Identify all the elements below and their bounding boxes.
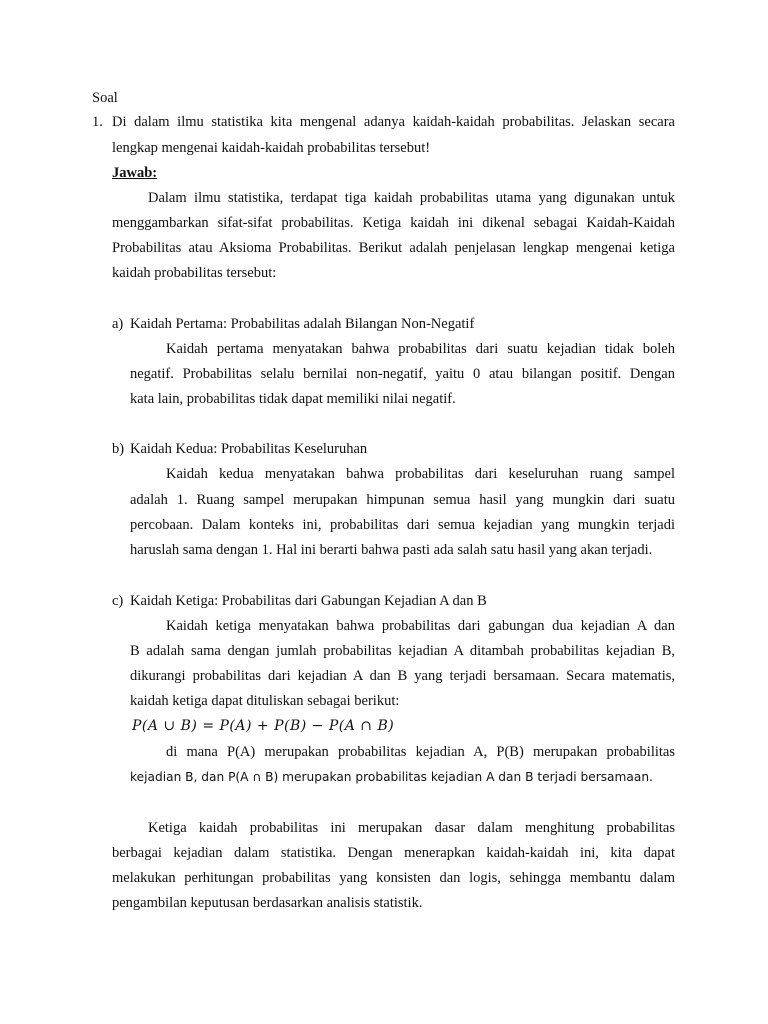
rule-c-line: Kaidah ketiga menyatakan bahwa probabilitas dari gabungan dua kejadian A dan: [166, 618, 675, 634]
rule-c-line: kaidah ketiga dapat dituliskan sebagai berikut:: [130, 693, 400, 709]
intro-line: kaidah probabilitas tersebut:: [112, 265, 277, 281]
rule-a-line: kata lain, probabilitas tidak dapat memiliki nilai negatif.: [130, 391, 456, 407]
intro-line: menggambarkan sifat-sifat probabilitas. Ketiga kaidah ini dikenal sebagai Kaidah-Kaidah: [112, 215, 675, 231]
rule-c-title: Kaidah Ketiga: Probabilitas dari Gabungan Kejadian A dan B: [130, 593, 487, 609]
intro-line: Probabilitas atau Aksioma Probabilitas. Berikut adalah penjelasan lengkap mengenai ketiga: [112, 240, 675, 256]
heading: Soal: [92, 90, 118, 106]
question-number: 1.: [92, 114, 103, 130]
rule-a-line: Kaidah pertama menyatakan bahwa probabilitas dari suatu kejadian tidak boleh: [166, 341, 675, 357]
rule-b-line: percobaan. Dalam konteks ini, probabilitas dari semua kejadian yang mungkin terjadi: [130, 517, 675, 533]
rule-a-title: Kaidah Pertama: Probabilitas adalah Bilangan Non-Negatif: [130, 316, 475, 332]
rule-b-line: Kaidah kedua menyatakan bahwa probabilitas dari keseluruhan ruang sampel: [166, 466, 675, 482]
rule-c-marker: c): [112, 593, 124, 609]
question-line: Di dalam ilmu statistika kita mengenal adanya kaidah-kaidah probabilitas. Jelaskan secara: [112, 114, 675, 130]
where-line: di mana P(A) merupakan probabilitas kejadian A, P(B) merupakan probabilitas: [166, 744, 675, 760]
rule-b-line: adalah 1. Ruang sampel merupakan himpunan semua hasil yang mungkin dari suatu: [130, 492, 675, 508]
rule-b-title: Kaidah Kedua: Probabilitas Keseluruhan: [130, 441, 368, 457]
conclusion-line: Ketiga kaidah probabilitas ini merupakan dasar dalam menghitung probabilitas: [148, 820, 675, 836]
intro-line: Dalam ilmu statistika, terdapat tiga kaidah probabilitas utama yang digunakan untuk: [148, 190, 675, 206]
formula: P(A ∪ B) = P(A) + P(B) − P(A ∩ B): [132, 718, 395, 734]
rule-b-line: haruslah sama dengan 1. Hal ini berarti bahwa pasti ada salah satu hasil yang akan terjadi.: [130, 542, 653, 558]
rule-c-line: dikurangi probabilitas dari kejadian A dan B yang terjadi bersamaan. Secara matematis,: [130, 668, 675, 684]
conclusion-line: pengambilan keputusan berdasarkan analisis statistik.: [112, 895, 423, 911]
answer-label: Jawab:: [112, 165, 158, 181]
conclusion-line: melakukan perhitungan probabilitas yang konsisten dan logis, sehingga membantu dalam: [112, 870, 675, 886]
where-line: kejadian B, dan P(A ∩ B) merupakan probabilitas kejadian A dan B terjadi bersamaan.: [130, 770, 653, 784]
question-line: lengkap mengenai kaidah-kaidah probabilitas tersebut!: [112, 140, 431, 156]
rule-b-marker: b): [112, 441, 125, 457]
conclusion-line: berbagai kejadian dalam statistika. Dengan menerapkan kaidah-kaidah ini, kita dapat: [112, 845, 675, 861]
rule-a-marker: a): [112, 316, 124, 332]
rule-a-line: negatif. Probabilitas selalu bernilai non-negatif, yaitu 0 atau bilangan positif. Dengan: [130, 366, 675, 382]
rule-c-line: B adalah sama dengan jumlah probabilitas kejadian A ditambah probabilitas kejadian B,: [130, 643, 675, 659]
